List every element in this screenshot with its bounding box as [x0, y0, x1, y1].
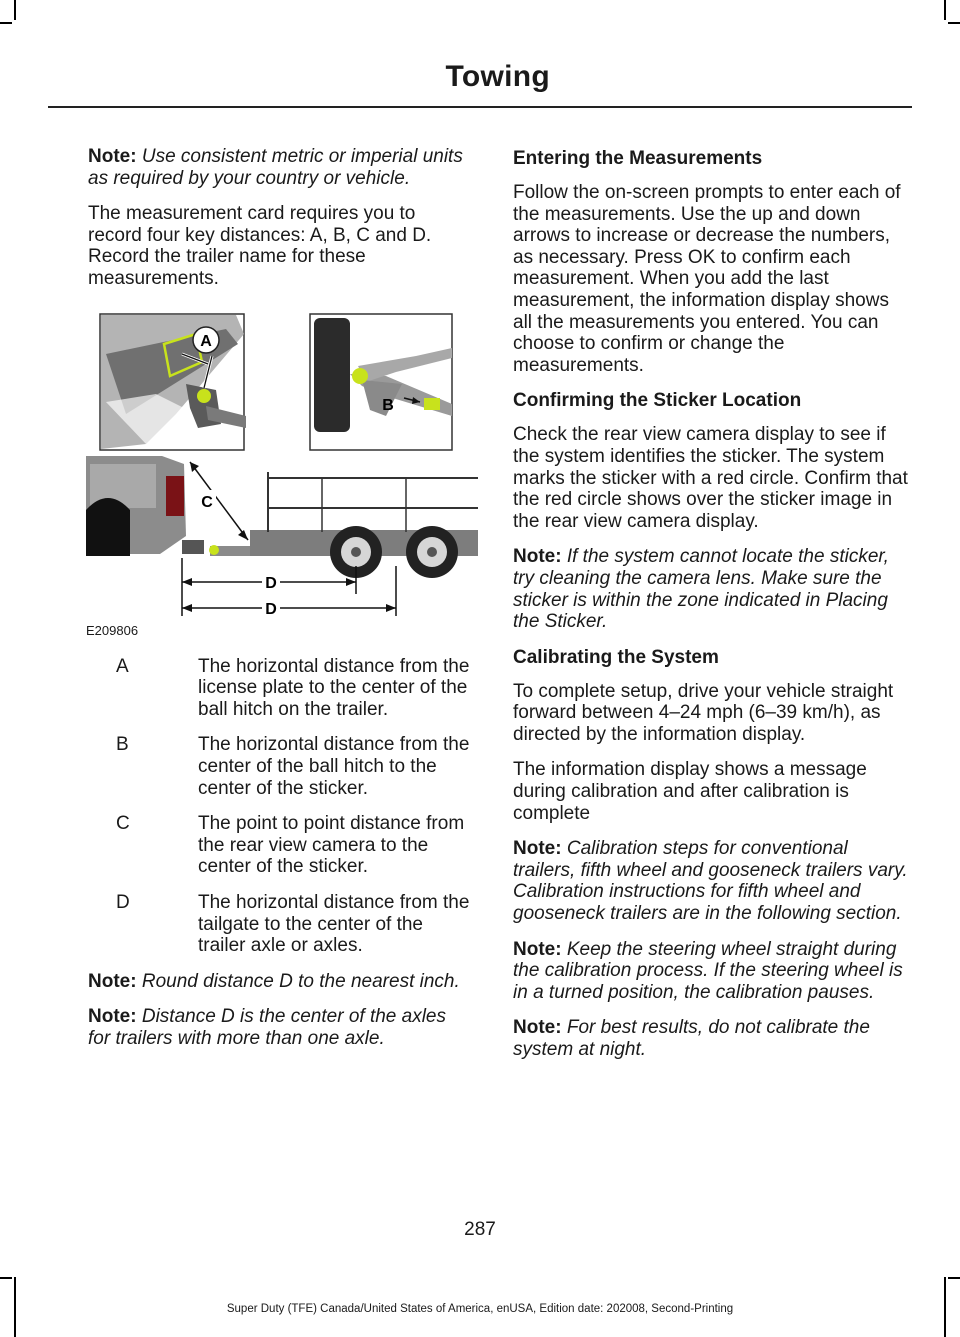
note-text: Keep the steering wheel straight during the calibration process. If the steering wheel is in a turned position, the calibration pauses. [513, 938, 903, 1003]
trailer-diagram [86, 304, 478, 642]
note-round-distance [88, 971, 472, 993]
note-steering-wheel [513, 939, 911, 1004]
left-column [88, 146, 472, 1063]
label-b: B [382, 396, 394, 414]
entering-paragraph: Follow the on-screen prompts to enter each of the measurements. Use the up and down arrows to increase or decrease the numbers, as necessary. Press OK to confirm each measurement. When you add the last measurement, the information display shows all the measurements you entered. You can choose to confirm or change the measurements. [513, 182, 901, 376]
confirming-paragraph: Check the rear view camera display to see if the system identifies the sticker. The system marks the sticker with a red circle. Confirm that the red circle shows over the sticker image in the rear view camera display. [513, 424, 908, 532]
label-d-single: D [265, 574, 277, 592]
panel-a [100, 314, 246, 450]
definition-text: The horizontal distance from the center of the ball hitch to the center of the sticker. [198, 734, 470, 799]
label-d-tandem: D [265, 600, 277, 618]
section-heading-calibrating: Calibrating the System [513, 646, 719, 668]
note-label: Note: [513, 1017, 562, 1039]
crop-mark [948, 1277, 960, 1279]
figure-code: E209806 [86, 622, 139, 638]
right-column [513, 146, 911, 1075]
note-label: Note: [88, 970, 137, 992]
note-label: Note: [88, 146, 137, 167]
note-text: Distance D is the center of the axles for trailers with more than one axle. [88, 1006, 446, 1049]
section-heading-entering: Entering the Measurements [513, 148, 763, 169]
note-multiple-axles [88, 1006, 472, 1049]
section-heading-confirming: Confirming the Sticker Location [513, 390, 802, 412]
label-c: C [201, 493, 213, 511]
note-text: If the system cannot locate the sticker, try cleaning the camera lens. Make sure the sticker is within the zone indicated in Placing the Sticker. [513, 546, 889, 633]
note-label: Note: [513, 938, 562, 960]
note-label: Note: [513, 838, 562, 860]
page-number: 287 [464, 1219, 496, 1240]
label-a: A [200, 332, 212, 350]
definition-key: C [116, 813, 130, 835]
definition-key: D [116, 891, 130, 913]
footer-edition: Super Duty (TFE) Canada/United States of America, enUSA, Edition date: 202008, Second-Printing [226, 1303, 734, 1315]
note-text: Use consistent metric or imperial units as required by your country or vehicle. [88, 146, 463, 189]
crop-mark [14, 0, 16, 20]
definition-list [88, 656, 472, 957]
crop-mark [948, 22, 960, 24]
definition-text: The point to point distance from the rear view camera to the center of the sticker. [198, 813, 465, 878]
panel-cd [86, 456, 478, 618]
note-units [88, 146, 472, 189]
measurement-card-paragraph: The measurement card requires you to record four key distances: A, B, C and D. Record the trailer name for these measurements. [88, 203, 432, 289]
note-label: Note: [513, 546, 562, 568]
definition-row [88, 813, 472, 878]
note-text: Round distance D to the nearest inch. [141, 970, 460, 992]
definition-key: A [116, 655, 129, 677]
definition-row [88, 892, 472, 957]
header-divider [48, 106, 912, 108]
note-calibration-steps [513, 838, 911, 924]
note-text: Calibration steps for conventional trailers, fifth wheel and gooseneck trailers vary. Calibration instructions for fifth wheel and gooseneck trailers are in the following section. [513, 838, 908, 925]
definition-row [88, 734, 472, 799]
calibrating-paragraph: To complete setup, drive your vehicle straight forward between 4–24 mph (6–39 km/h), as directed by the information display. [513, 680, 894, 745]
note-text: For best results, do not calibrate the system at night. [513, 1017, 870, 1060]
calibration-message-paragraph: The information display shows a message during calibration and after calibration is complete [513, 759, 867, 824]
note-label: Note: [88, 1006, 137, 1028]
definition-key: B [116, 734, 129, 756]
page-title: Towing [445, 60, 550, 93]
definition-text: The horizontal distance from the license plate to the center of the ball hitch on the trailer. [198, 655, 470, 720]
crop-mark [944, 0, 946, 20]
panel-b [310, 314, 452, 450]
trailer-measurement-figure [86, 304, 478, 642]
crop-mark [0, 22, 12, 24]
note-camera-lens [513, 546, 911, 632]
note-night [513, 1017, 911, 1060]
definition-row [88, 656, 472, 721]
definition-text: The horizontal distance from the tailgate to the center of the trailer axle or axles. [198, 891, 470, 957]
crop-mark [0, 1277, 12, 1279]
